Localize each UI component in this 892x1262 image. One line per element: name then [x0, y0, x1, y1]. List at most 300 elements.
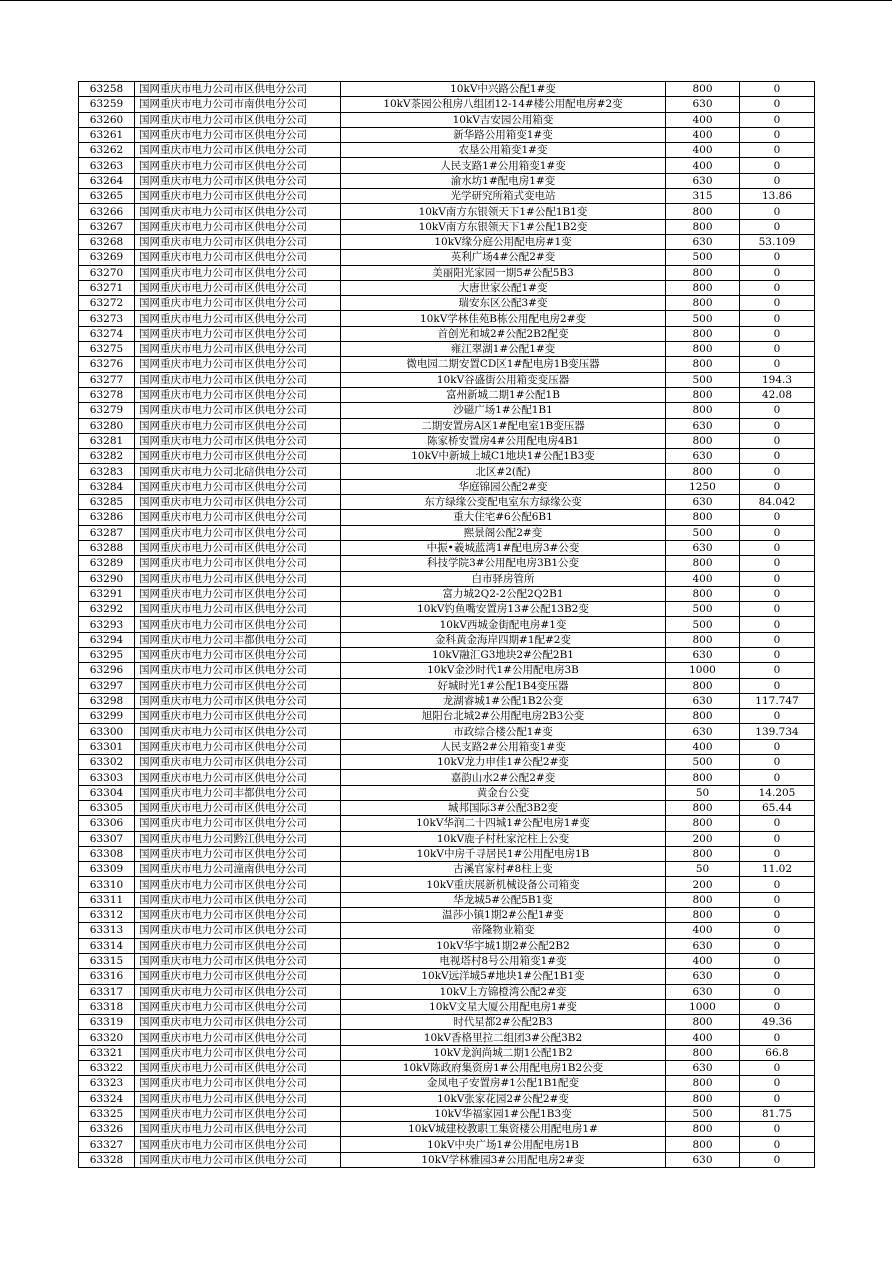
capacity-cell: 630 — [666, 693, 740, 708]
table-row — [79, 800, 815, 815]
value-cell: 0 — [740, 173, 815, 188]
capacity-cell: 630 — [666, 418, 740, 433]
table-row — [79, 908, 815, 923]
row-id-cell: 63267 — [79, 219, 135, 234]
row-id-cell: 63319 — [79, 1015, 135, 1030]
value-cell: 0 — [740, 127, 815, 142]
capacity-cell: 500 — [666, 755, 740, 770]
row-id-cell: 63309 — [79, 862, 135, 877]
capacity-cell: 800 — [666, 387, 740, 402]
table-row — [79, 755, 815, 770]
transformer-name-cell: 美丽阳光家园一期5#公配5B3 — [341, 265, 666, 280]
value-cell: 11.02 — [740, 862, 815, 877]
capacity-cell: 800 — [666, 296, 740, 311]
table-row — [79, 739, 815, 754]
capacity-cell: 200 — [666, 831, 740, 846]
company-cell: 国网重庆市电力公司市区供电分公司 — [135, 403, 341, 418]
capacity-cell: 400 — [666, 143, 740, 158]
transformer-name-cell: 10kV远洋城5#地块1#公配1B1变 — [341, 969, 666, 984]
table-row — [79, 1091, 815, 1106]
capacity-cell: 800 — [666, 709, 740, 724]
capacity-cell: 800 — [666, 1137, 740, 1152]
table-row — [79, 678, 815, 693]
capacity-cell: 800 — [666, 632, 740, 647]
company-cell: 国网重庆市电力公司市区供电分公司 — [135, 112, 341, 127]
row-id-cell: 63318 — [79, 999, 135, 1014]
capacity-cell: 630 — [666, 724, 740, 739]
company-cell: 国网重庆市电力公司市区供电分公司 — [135, 846, 341, 861]
table-row — [79, 571, 815, 586]
company-cell: 国网重庆市电力公司丰都供电分公司 — [135, 785, 341, 800]
value-cell: 0 — [740, 938, 815, 953]
table-row — [79, 770, 815, 785]
value-cell: 14.205 — [740, 785, 815, 800]
table-row — [79, 1122, 815, 1137]
company-cell: 国网重庆市电力公司潼南供电分公司 — [135, 862, 341, 877]
capacity-cell: 500 — [666, 372, 740, 387]
row-id-cell: 63259 — [79, 97, 135, 112]
transformer-name-cell: 10kV上方锦橙湾公配2#变 — [341, 984, 666, 999]
table-row — [79, 816, 815, 831]
table-row — [79, 923, 815, 938]
row-id-cell: 63303 — [79, 770, 135, 785]
table-row — [79, 647, 815, 662]
value-cell: 0 — [740, 342, 815, 357]
value-cell: 0 — [740, 709, 815, 724]
capacity-cell: 500 — [666, 250, 740, 265]
company-cell: 国网重庆市电力公司市区供电分公司 — [135, 1030, 341, 1045]
transformer-name-cell: 沙磁广场1#公配1B1 — [341, 403, 666, 418]
transformer-name-cell: 10kV华宇城1期2#公配2B2 — [341, 938, 666, 953]
capacity-cell: 800 — [666, 326, 740, 341]
value-cell: 0 — [740, 1122, 815, 1137]
transformer-name-cell: 富力城2Q2-2公配2Q2B1 — [341, 586, 666, 601]
row-id-cell: 63294 — [79, 632, 135, 647]
table-row — [79, 219, 815, 234]
table-row — [79, 143, 815, 158]
capacity-cell: 800 — [666, 908, 740, 923]
capacity-cell: 800 — [666, 357, 740, 372]
capacity-cell: 800 — [666, 1015, 740, 1030]
company-cell: 国网重庆市电力公司市区供电分公司 — [135, 877, 341, 892]
value-cell: 0 — [740, 449, 815, 464]
table-row — [79, 586, 815, 601]
company-cell: 国网重庆市电力公司市区供电分公司 — [135, 953, 341, 968]
row-id-cell: 63292 — [79, 602, 135, 617]
value-cell: 0 — [740, 479, 815, 494]
value-cell: 0 — [740, 97, 815, 112]
company-cell: 国网重庆市电力公司市区供电分公司 — [135, 1015, 341, 1030]
value-cell: 84.042 — [740, 495, 815, 510]
row-id-cell: 63288 — [79, 540, 135, 555]
capacity-cell: 500 — [666, 602, 740, 617]
company-cell: 国网重庆市电力公司市区供电分公司 — [135, 1106, 341, 1121]
transformer-name-cell: 大唐世家公配1#变 — [341, 280, 666, 295]
company-cell: 国网重庆市电力公司市区供电分公司 — [135, 984, 341, 999]
table-row — [79, 1137, 815, 1152]
company-cell: 国网重庆市电力公司市区供电分公司 — [135, 82, 341, 97]
row-id-cell: 63285 — [79, 495, 135, 510]
table-row — [79, 862, 815, 877]
capacity-cell: 50 — [666, 785, 740, 800]
company-cell: 国网重庆市电力公司市区供电分公司 — [135, 387, 341, 402]
capacity-cell: 1000 — [666, 999, 740, 1014]
capacity-cell: 400 — [666, 112, 740, 127]
table-row — [79, 632, 815, 647]
capacity-cell: 800 — [666, 433, 740, 448]
row-id-cell: 63293 — [79, 617, 135, 632]
value-cell: 0 — [740, 143, 815, 158]
value-cell: 0 — [740, 540, 815, 555]
row-id-cell: 63263 — [79, 158, 135, 173]
table-row — [79, 969, 815, 984]
capacity-cell: 500 — [666, 525, 740, 540]
table-row — [79, 250, 815, 265]
row-id-cell: 63268 — [79, 234, 135, 249]
row-id-cell: 63312 — [79, 908, 135, 923]
row-id-cell: 63327 — [79, 1137, 135, 1152]
table-row — [79, 953, 815, 968]
company-cell: 国网重庆市电力公司市区供电分公司 — [135, 556, 341, 571]
row-id-cell: 63313 — [79, 923, 135, 938]
capacity-cell: 630 — [666, 1061, 740, 1076]
value-cell: 0 — [740, 418, 815, 433]
company-cell: 国网重庆市电力公司市区供电分公司 — [135, 525, 341, 540]
transformer-name-cell: 龙湖睿城1#公配1B2公变 — [341, 693, 666, 708]
transformer-name-cell: 10kV南方东银领天下1#公配1B1变 — [341, 204, 666, 219]
value-cell: 0 — [740, 82, 815, 97]
table-row — [79, 449, 815, 464]
company-cell: 国网重庆市电力公司市区供电分公司 — [135, 693, 341, 708]
company-cell: 国网重庆市电力公司市区供电分公司 — [135, 892, 341, 907]
table-row — [79, 602, 815, 617]
company-cell: 国网重庆市电力公司市区供电分公司 — [135, 663, 341, 678]
value-cell: 13.86 — [740, 189, 815, 204]
value-cell: 0 — [740, 1061, 815, 1076]
row-id-cell: 63277 — [79, 372, 135, 387]
row-id-cell: 63315 — [79, 953, 135, 968]
company-cell: 国网重庆市电力公司市区供电分公司 — [135, 342, 341, 357]
transformer-name-cell: 10kV南方东银领天下1#公配1B2变 — [341, 219, 666, 234]
transformer-name-cell: 雍江翠湖1#公配1#变 — [341, 342, 666, 357]
value-cell: 0 — [740, 923, 815, 938]
row-id-cell: 63279 — [79, 403, 135, 418]
transformer-name-cell: 10kV张家花园2#公配2#变 — [341, 1091, 666, 1106]
company-cell: 国网重庆市电力公司市区供电分公司 — [135, 770, 341, 785]
table-row — [79, 158, 815, 173]
transformer-name-cell: 10kV学林雅园3#公用配电房2#变 — [341, 1152, 666, 1167]
row-id-cell: 63311 — [79, 892, 135, 907]
value-cell: 0 — [740, 326, 815, 341]
capacity-cell: 400 — [666, 127, 740, 142]
company-cell: 国网重庆市电力公司市区供电分公司 — [135, 709, 341, 724]
company-cell: 国网重庆市电力公司丰都供电分公司 — [135, 632, 341, 647]
value-cell: 0 — [740, 265, 815, 280]
capacity-cell: 800 — [666, 892, 740, 907]
transformer-name-cell: 黄金台公变 — [341, 785, 666, 800]
company-cell: 国网重庆市电力公司市区供电分公司 — [135, 999, 341, 1014]
value-cell: 81.75 — [740, 1106, 815, 1121]
capacity-cell: 1000 — [666, 663, 740, 678]
table-row — [79, 464, 815, 479]
value-cell: 0 — [740, 999, 815, 1014]
value-cell: 0 — [740, 433, 815, 448]
transformer-name-cell: 旭阳台北城2#公用配电房2B3公变 — [341, 709, 666, 724]
value-cell: 0 — [740, 280, 815, 295]
capacity-cell: 800 — [666, 219, 740, 234]
capacity-cell: 1250 — [666, 479, 740, 494]
transformer-name-cell: 10kV中兴路公配1#变 — [341, 82, 666, 97]
value-cell: 0 — [740, 1152, 815, 1167]
capacity-cell: 800 — [666, 1091, 740, 1106]
table-row — [79, 1030, 815, 1045]
table-row — [79, 785, 815, 800]
row-id-cell: 63305 — [79, 800, 135, 815]
table-row — [79, 1106, 815, 1121]
capacity-cell: 800 — [666, 403, 740, 418]
row-id-cell: 63266 — [79, 204, 135, 219]
transformer-name-cell: 熙景阁公配2#变 — [341, 525, 666, 540]
table-row — [79, 892, 815, 907]
value-cell: 0 — [740, 1076, 815, 1091]
capacity-cell: 800 — [666, 770, 740, 785]
transformer-name-cell: 新华路公用箱变1#变 — [341, 127, 666, 142]
capacity-cell: 630 — [666, 234, 740, 249]
value-cell: 0 — [740, 525, 815, 540]
transformer-name-cell: 温莎小镇1期2#公配1#变 — [341, 908, 666, 923]
capacity-cell: 630 — [666, 495, 740, 510]
transformer-name-cell: 帝隆物业箱变 — [341, 923, 666, 938]
company-cell: 国网重庆市电力公司市区供电分公司 — [135, 495, 341, 510]
capacity-cell: 400 — [666, 739, 740, 754]
transformer-name-cell: 10kV龙润尚城二期1公配1B2 — [341, 1045, 666, 1060]
value-cell: 0 — [740, 647, 815, 662]
value-cell: 49.36 — [740, 1015, 815, 1030]
row-id-cell: 63314 — [79, 938, 135, 953]
transformer-name-cell: 10kV文星大厦公用配电房1#变 — [341, 999, 666, 1014]
transformer-name-cell: 中振•羲城蓝湾1#配电房3#公变 — [341, 540, 666, 555]
value-cell: 0 — [740, 250, 815, 265]
table-row — [79, 280, 815, 295]
row-id-cell: 63281 — [79, 433, 135, 448]
row-id-cell: 63322 — [79, 1061, 135, 1076]
value-cell: 117.747 — [740, 693, 815, 708]
value-cell: 0 — [740, 877, 815, 892]
value-cell: 0 — [740, 464, 815, 479]
company-cell: 国网重庆市电力公司市区供电分公司 — [135, 357, 341, 372]
company-cell: 国网重庆市电力公司市区供电分公司 — [135, 1061, 341, 1076]
table-row — [79, 663, 815, 678]
row-id-cell: 63270 — [79, 265, 135, 280]
transformer-name-cell: 10kV城建校教职工集资楼公用配电房1# — [341, 1122, 666, 1137]
capacity-cell: 315 — [666, 189, 740, 204]
row-id-cell: 63290 — [79, 571, 135, 586]
value-cell: 0 — [740, 617, 815, 632]
value-cell: 0 — [740, 953, 815, 968]
capacity-cell: 800 — [666, 556, 740, 571]
row-id-cell: 63321 — [79, 1045, 135, 1060]
company-cell: 国网重庆市电力公司市区供电分公司 — [135, 265, 341, 280]
value-cell: 0 — [740, 892, 815, 907]
table-row — [79, 495, 815, 510]
table-row — [79, 418, 815, 433]
company-cell: 国网重庆市电力公司市区供电分公司 — [135, 311, 341, 326]
capacity-cell: 630 — [666, 969, 740, 984]
table-row — [79, 403, 815, 418]
row-id-cell: 63296 — [79, 663, 135, 678]
capacity-cell: 400 — [666, 953, 740, 968]
transformer-name-cell: 10kV学林佳苑B栋公用配电房2#变 — [341, 311, 666, 326]
company-cell: 国网重庆市电力公司市区供电分公司 — [135, 189, 341, 204]
company-cell: 国网重庆市电力公司市区供电分公司 — [135, 724, 341, 739]
table-row — [79, 97, 815, 112]
row-id-cell: 63310 — [79, 877, 135, 892]
table-row — [79, 556, 815, 571]
transformer-name-cell: 重大住宅#6公配6B1 — [341, 510, 666, 525]
capacity-cell: 50 — [666, 862, 740, 877]
capacity-cell: 800 — [666, 1122, 740, 1137]
transformer-name-cell: 10kV中央广场1#公用配电房1B — [341, 1137, 666, 1152]
row-id-cell: 63302 — [79, 755, 135, 770]
table-row — [79, 204, 815, 219]
transformer-name-cell: 10kV鹿子村杜家沱柱上公变 — [341, 831, 666, 846]
transformer-name-cell: 东方绿缘公变配电室东方绿缘公变 — [341, 495, 666, 510]
value-cell: 0 — [740, 112, 815, 127]
transformer-name-cell: 瑞安东区公配3#变 — [341, 296, 666, 311]
transformer-name-cell: 华庭锦园公配2#变 — [341, 479, 666, 494]
value-cell: 0 — [740, 984, 815, 999]
row-id-cell: 63261 — [79, 127, 135, 142]
row-id-cell: 63299 — [79, 709, 135, 724]
capacity-cell: 630 — [666, 173, 740, 188]
company-cell: 国网重庆市电力公司市区供电分公司 — [135, 433, 341, 448]
company-cell: 国网重庆市电力公司市区供电分公司 — [135, 923, 341, 938]
row-id-cell: 63306 — [79, 816, 135, 831]
value-cell: 0 — [740, 678, 815, 693]
transformer-name-cell: 10kV茶园公租房八组团12-14#楼公用配电房#2变 — [341, 97, 666, 112]
transformer-name-cell: 金科黄金海岸四期#1配#2变 — [341, 632, 666, 647]
row-id-cell: 63280 — [79, 418, 135, 433]
table-row — [79, 372, 815, 387]
capacity-cell: 630 — [666, 97, 740, 112]
row-id-cell: 63316 — [79, 969, 135, 984]
row-id-cell: 63287 — [79, 525, 135, 540]
capacity-cell: 800 — [666, 586, 740, 601]
value-cell: 0 — [740, 846, 815, 861]
capacity-cell: 630 — [666, 449, 740, 464]
table-row — [79, 112, 815, 127]
transformer-name-cell: 10kV中新城上城C1地块1#公配1B3变 — [341, 449, 666, 464]
company-cell: 国网重庆市电力公司市区供电分公司 — [135, 143, 341, 158]
row-id-cell: 63317 — [79, 984, 135, 999]
table-row — [79, 342, 815, 357]
row-id-cell: 63265 — [79, 189, 135, 204]
table-row — [79, 311, 815, 326]
row-id-cell: 63324 — [79, 1091, 135, 1106]
company-cell: 国网重庆市电力公司市区供电分公司 — [135, 372, 341, 387]
table-body — [79, 82, 815, 1168]
table-row — [79, 984, 815, 999]
company-cell: 国网重庆市电力公司市区供电分公司 — [135, 540, 341, 555]
company-cell: 国网重庆市电力公司市区供电分公司 — [135, 571, 341, 586]
capacity-cell: 800 — [666, 204, 740, 219]
company-cell: 国网重庆市电力公司市区供电分公司 — [135, 602, 341, 617]
value-cell: 0 — [740, 770, 815, 785]
transformer-name-cell: 人民支路1#公用箱变1#变 — [341, 158, 666, 173]
transformer-name-cell: 电视塔村8号公用箱变1#变 — [341, 953, 666, 968]
capacity-cell: 630 — [666, 647, 740, 662]
company-cell: 国网重庆市电力公司市区供电分公司 — [135, 1091, 341, 1106]
value-cell: 42.08 — [740, 387, 815, 402]
row-id-cell: 63301 — [79, 739, 135, 754]
capacity-cell: 630 — [666, 984, 740, 999]
row-id-cell: 63258 — [79, 82, 135, 97]
company-cell: 国网重庆市电力公司市区供电分公司 — [135, 158, 341, 173]
transformer-name-cell: 10kV重庆展新机械设备公司箱变 — [341, 877, 666, 892]
capacity-cell: 630 — [666, 938, 740, 953]
table-row — [79, 387, 815, 402]
row-id-cell: 63323 — [79, 1076, 135, 1091]
company-cell: 国网重庆市电力公司市区供电分公司 — [135, 510, 341, 525]
value-cell: 0 — [740, 1030, 815, 1045]
capacity-cell: 800 — [666, 280, 740, 295]
capacity-cell: 800 — [666, 1045, 740, 1060]
row-id-cell: 63282 — [79, 449, 135, 464]
company-cell: 国网重庆市电力公司市区供电分公司 — [135, 617, 341, 632]
transformer-name-cell: 10kV华福家园1#公配1B3变 — [341, 1106, 666, 1121]
capacity-cell: 400 — [666, 1030, 740, 1045]
capacity-cell: 800 — [666, 800, 740, 815]
company-cell: 国网重庆市电力公司市区供电分公司 — [135, 296, 341, 311]
transformer-name-cell: 农垦公用箱变1#变 — [341, 143, 666, 158]
transformer-name-cell: 科技学院3#公用配电房3B1公变 — [341, 556, 666, 571]
company-cell: 国网重庆市电力公司黔江供电分公司 — [135, 831, 341, 846]
table-row — [79, 877, 815, 892]
value-cell: 0 — [740, 816, 815, 831]
table-row — [79, 1152, 815, 1167]
transformer-name-cell: 渝水坊1#配电房1#变 — [341, 173, 666, 188]
company-cell: 国网重庆市电力公司北碚供电分公司 — [135, 464, 341, 479]
row-id-cell: 63283 — [79, 464, 135, 479]
value-cell: 0 — [740, 602, 815, 617]
row-id-cell: 63307 — [79, 831, 135, 846]
row-id-cell: 63260 — [79, 112, 135, 127]
value-cell: 0 — [740, 311, 815, 326]
row-id-cell: 63284 — [79, 479, 135, 494]
transformer-name-cell: 英利广场4#公配2#变 — [341, 250, 666, 265]
transformer-name-cell: 10kV缘分庭公用配电房#1变 — [341, 234, 666, 249]
transformer-name-cell: 市政综合楼公配1#变 — [341, 724, 666, 739]
value-cell: 194.3 — [740, 372, 815, 387]
company-cell: 国网重庆市电力公司市区供电分公司 — [135, 204, 341, 219]
table-row — [79, 127, 815, 142]
transformer-name-cell: 10kV西城金街配电房#1变 — [341, 617, 666, 632]
company-cell: 国网重庆市电力公司市区供电分公司 — [135, 1076, 341, 1091]
company-cell: 国网重庆市电力公司市区供电分公司 — [135, 647, 341, 662]
table-row — [79, 82, 815, 97]
transformer-name-cell: 10kV华润二十四城1#公配电房1#变 — [341, 816, 666, 831]
capacity-cell: 800 — [666, 1076, 740, 1091]
table-row — [79, 173, 815, 188]
value-cell: 139.734 — [740, 724, 815, 739]
company-cell: 国网重庆市电力公司市区供电分公司 — [135, 908, 341, 923]
value-cell: 0 — [740, 1091, 815, 1106]
row-id-cell: 63269 — [79, 250, 135, 265]
value-cell: 0 — [740, 510, 815, 525]
capacity-cell: 800 — [666, 846, 740, 861]
row-id-cell: 63326 — [79, 1122, 135, 1137]
row-id-cell: 63295 — [79, 647, 135, 662]
